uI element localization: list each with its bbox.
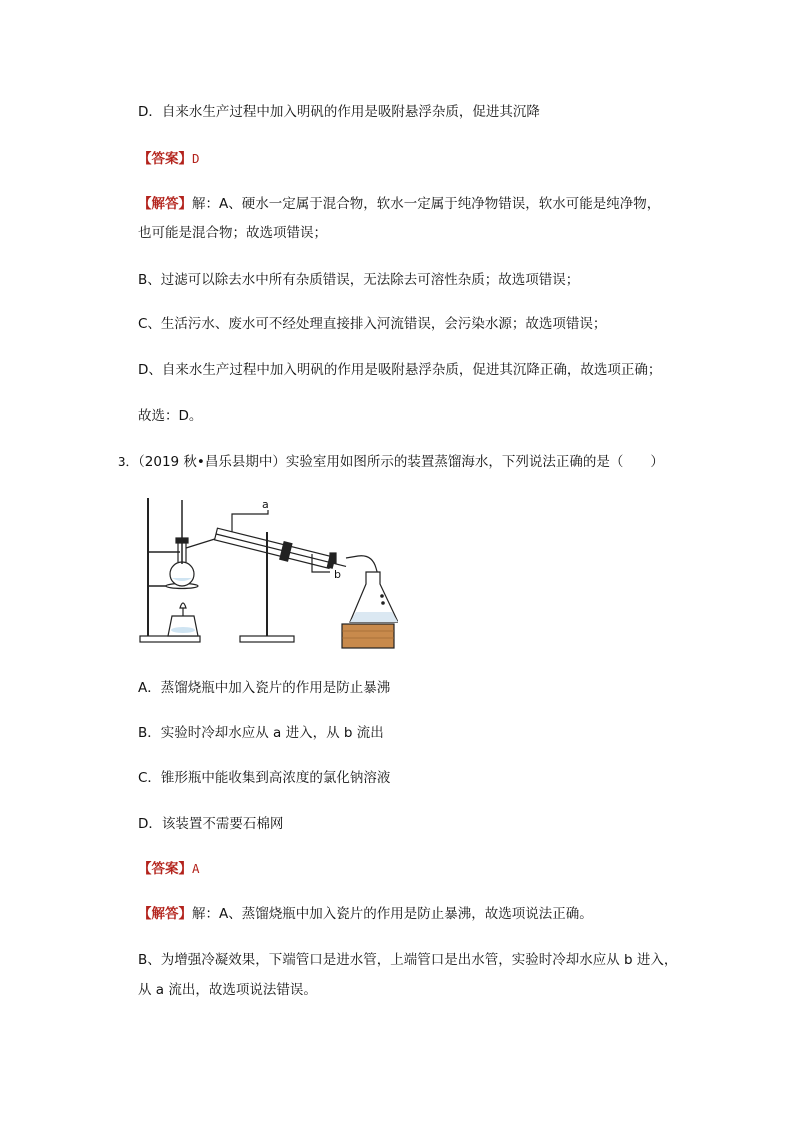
- option-c: C．锥形瓶中能收集到高浓度的氯化钠溶液: [138, 770, 391, 786]
- label-a: a: [262, 498, 269, 511]
- label-b: b: [334, 568, 341, 581]
- answer-tag: 【答案】: [138, 151, 192, 167]
- q3-answer-value: A: [192, 861, 200, 876]
- distillation-flask: [170, 562, 194, 586]
- option-a: A．蒸馏烧瓶中加入瓷片的作用是防止暴沸: [138, 680, 391, 696]
- conclusion-line: 故选：D。: [138, 408, 203, 424]
- analysis-tag: 【解答】: [138, 196, 192, 212]
- q3-analysis-text-1: 解：A、蒸馏烧瓶中加入瓷片的作用是防止暴沸，故选项说法正确。: [192, 906, 593, 922]
- analysis-b-line: B、过滤可以除去水中所有杂质错误，无法除去可溶性杂质；故选项错误；: [138, 272, 580, 288]
- analysis-d-line: D、自来水生产过程中加入明矾的作用是吸附悬浮杂质，促进其沉降正确，故选项正确；: [138, 362, 662, 378]
- wooden-block: [342, 624, 394, 648]
- q3-analysis-b-line-2: 从 a 流出，故选项说法错误。: [138, 982, 317, 998]
- middle-stand-base: [240, 636, 294, 642]
- answer-value: D: [192, 151, 200, 166]
- analysis-text-1: 解：A、硬水一定属于混合物，软水一定属于纯净物错误，软水可能是纯净物，: [192, 196, 661, 212]
- option-d: D．该装置不需要石棉网: [138, 816, 284, 832]
- option-d-text: D．自来水生产过程中加入明矾的作用是吸附悬浮杂质，促进其沉降: [138, 104, 540, 120]
- analysis-c-line: C、生活污水、废水可不经处理直接排入河流错误，会污染水源；故选项错误；: [138, 316, 607, 332]
- distillation-apparatus-figure: [136, 492, 398, 652]
- q3-answer-tag: 【答案】: [138, 861, 192, 877]
- left-stand-base: [140, 636, 200, 642]
- q3-answer-line: [138, 859, 200, 879]
- answer-line: [138, 149, 200, 169]
- analysis-line-1: [138, 194, 660, 214]
- question-3-line: [118, 452, 664, 472]
- side-arm: [186, 538, 218, 548]
- q3-analysis-line-1: [138, 904, 593, 924]
- question-number: 3．: [118, 454, 139, 469]
- option-b: B．实验时冷却水应从 a 进入，从 b 流出: [138, 725, 384, 741]
- q3-analysis-b-line-1: B、为增强冷凝效果，下端管口是进水管，上端管口是出水管，实验时冷却水应从 b 进入，: [138, 952, 678, 968]
- question-text: （2019 秋•昌乐县期中）实验室用如图所示的装置蒸馏海水，下列说法正确的是（ ）: [138, 454, 664, 470]
- water-outlet-a: [232, 510, 268, 532]
- analysis-line-2: 也可能是混合物；故选项错误；: [138, 225, 327, 241]
- q3-analysis-tag: 【解答】: [138, 906, 192, 922]
